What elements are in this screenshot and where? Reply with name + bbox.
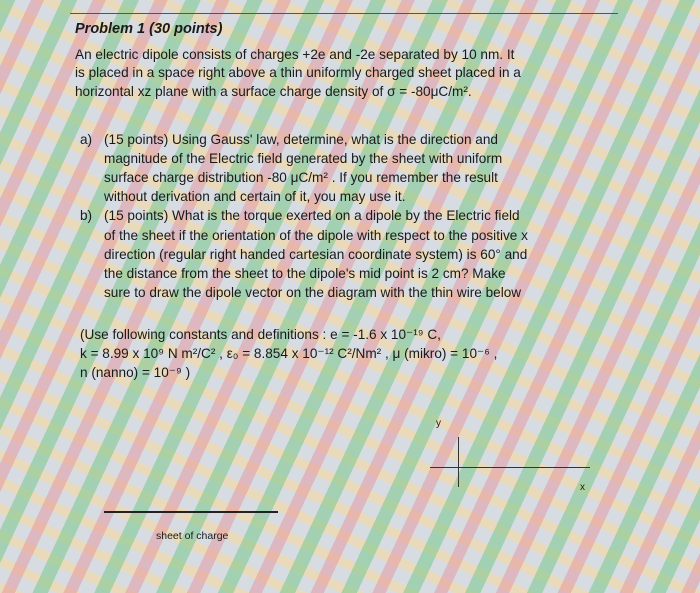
problem-title: Problem 1 (30 points): [75, 21, 223, 37]
intro-line-1: An electric dipole consists of charges +2e and -2e separated by 10 nm. It: [75, 47, 515, 62]
top-rule: [70, 13, 618, 14]
part-b-line-1: (15 points) What is the torque exerted on a dipole by the Electric field: [104, 208, 520, 223]
y-axis: [458, 437, 459, 487]
sheet-of-charge-line: [104, 511, 278, 513]
sheet-of-charge-label: sheet of charge: [156, 530, 229, 542]
intro-line-2: is placed in a space right above a thin uniformly charged sheet placed in a: [75, 65, 521, 80]
constants-line-1: (Use following constants and definitions : e = -1.6 x 10⁻¹⁹ C,: [80, 327, 441, 342]
part-a-line-2: magnitude of the Electric field generated by the sheet with uniform: [104, 151, 503, 166]
constants-line-3: n (nanno) = 10⁻⁹ ): [80, 365, 191, 380]
x-axis: [430, 467, 590, 468]
constants-line-2: k = 8.99 x 10⁹ N m²/C² , ε₀ = 8.854 x 10⁻¹² C²/Nm² , μ (mikro) = 10⁻⁶ ,: [80, 346, 498, 361]
part-a-marker: a): [80, 132, 93, 147]
part-b-line-5: sure to draw the dipole vector on the diagram with the thin wire below: [104, 285, 522, 300]
part-b-marker: b): [80, 208, 93, 223]
part-a-line-3: surface charge distribution -80 μC/m² . If you remember the result: [104, 170, 498, 185]
x-axis-label: x: [580, 482, 585, 493]
intro-line-3: horizontal xz plane with a surface charge density of σ = -80μC/m².: [75, 84, 472, 99]
part-a-line-1: (15 points) Using Gauss' law, determine, what is the direction and: [104, 132, 498, 147]
part-b-line-4: the distance from the sheet to the dipole's mid point is 2 cm? Make: [104, 266, 506, 281]
part-a-line-4: without derivation and certain of it, you may use it.: [104, 189, 406, 204]
y-axis-label: y: [436, 418, 441, 429]
part-b-line-3: direction (regular right handed cartesian coordinate system) is 60° and: [104, 247, 528, 262]
part-b-line-2: of the sheet if the orientation of the dipole with respect to the positive x: [104, 228, 528, 243]
